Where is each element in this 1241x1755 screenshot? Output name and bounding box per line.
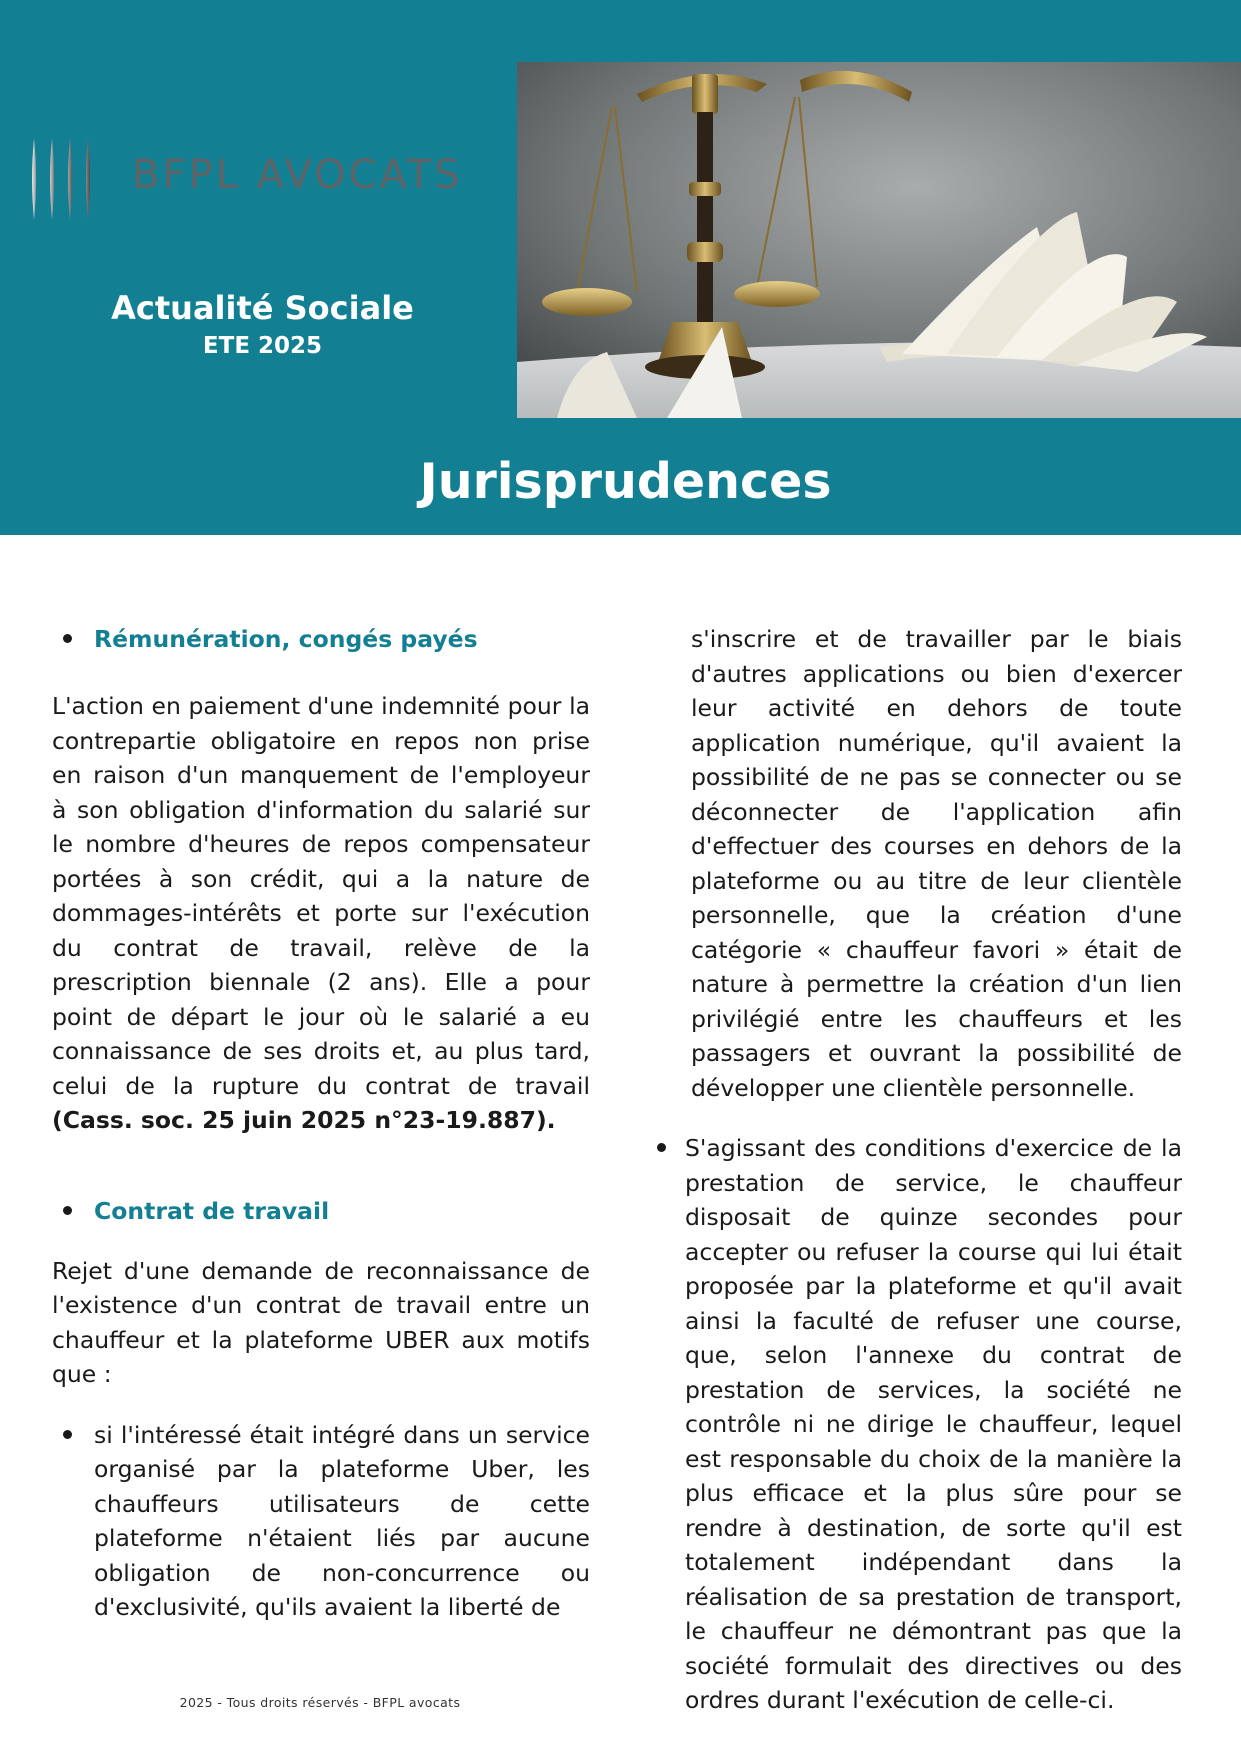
bullet-icon <box>63 1430 72 1439</box>
scales-of-justice-and-open-book-image <box>517 62 1241 418</box>
heading-remuneration <box>52 622 590 656</box>
right-column <box>665 622 1182 1718</box>
edition-block <box>0 286 525 362</box>
header-banner <box>0 0 1241 535</box>
bullet-icon <box>657 1143 666 1152</box>
paragraph-uber-intro: Rejet d'une demande de reconnaissance de l'existence d'un contrat de travail entre un chauffeur et la plateforme UBER aux motifs que : <box>52 1256 590 1388</box>
edition-period: ETE 2025 <box>202 333 323 359</box>
bullet-icon <box>63 1206 72 1215</box>
heading-remuneration-label: Rémunération, congés payés <box>94 625 478 653</box>
section-title: Jurisprudences <box>419 453 832 510</box>
heading-contrat <box>52 1194 590 1228</box>
bullet-icon <box>63 634 72 643</box>
logo-text: BFPL AVOCATS <box>132 152 463 198</box>
logo-bars-icon <box>28 134 108 224</box>
list-item-integration <box>52 1418 590 1625</box>
edition-title: Actualité Sociale <box>111 289 414 327</box>
list-item-conditions-text: S'agissant des conditions d'exercice de la prestation de service, le chauffeur disposait de quinze secondes pour accepter ou refuser la course qui lui était proposée par la plateforme et qu'il avait ainsi la faculté de refuser une course, que, selon l'annexe du contrat de prestation de services, la société ne contrôle ni ne dirige le chauffeur, lequel est responsable du choix de la manière la plus efficace et la plus sûre pour se rendre à destination, de sorte qu'il est totalement indépendant dans la réalisation de sa prestation de transport, le chauffeur ne démontrant pas que la société formulait des directives ou des ordres durant l'exécution de celle-ci. <box>685 1134 1182 1714</box>
paragraph-prescription-text: L'action en paiement d'une indemnité pour la contrepartie obligatoire en repos non prise en raison d'un manquement de l'employeur à son obligation d'information du salarié sur le nombre d'heures de repos compensateur portées à son crédit, qui a la nature de dommages-intérêts et porte sur l'exécution du contrat de travail, relève de la prescription biennale (2 ans). Elle a pour point de départ le jour où le salarié a eu connaissance de ses droits et, au plus tard, celui de la rupture du contrat de travail <box>52 692 590 1100</box>
firm-logo <box>28 134 488 224</box>
paragraph-prescription <box>52 689 590 1138</box>
footer-copyright: 2025 - Tous droits réservés - BFPL avocats <box>179 1695 461 1710</box>
list-item-integration-continued: s'inscrire et de travailler par le biais d'autres applications ou bien d'exercer leur activité en dehors de toute application numérique, qu'il avaient la possibilité de ne pas se connecter ou se déconnecter de l'application afin d'effectuer des courses en dehors de la plateforme ou au titre de leur clientèle personnelle, que la création d'une catégorie « chauffeur favori » était de nature à permettre la création d'un lien privilégié entre les chauffeurs et les passagers et ouvrant la possibilité de développer une clientèle personnelle. <box>691 625 1182 1102</box>
case-reference: (Cass. soc. 25 juin 2025 n°23-19.887). <box>52 1106 556 1134</box>
heading-contrat-label: Contrat de travail <box>94 1196 330 1225</box>
list-item-conditions <box>665 1131 1182 1718</box>
left-column <box>52 622 590 1625</box>
list-item-integration-text: si l'intéressé était intégré dans un service organisé par la plateforme Uber, les chauffeurs utilisateurs de cette plateforme n'étaient liés par aucune obligation de non-concurrence ou d'exclusivité, qu'ils avaient la liberté de <box>94 1420 590 1621</box>
